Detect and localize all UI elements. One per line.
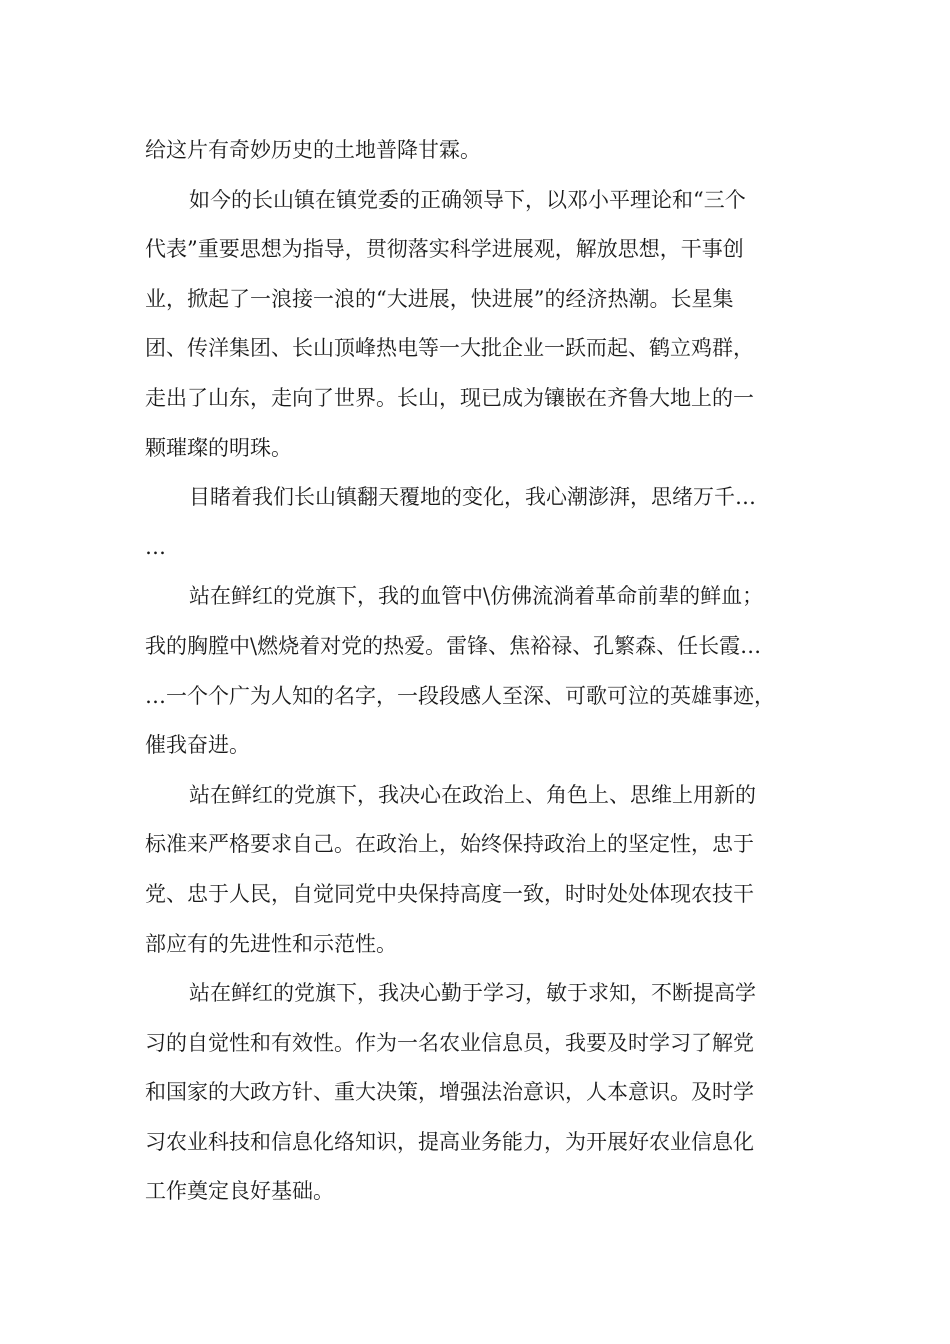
text-line: 和国家的大政方针、重大决策，增强法治意识，人本意识。及时学 <box>145 1080 754 1105</box>
text-line: 业，掀起了一浪接一浪的“大进展，快进展”的经济热潮。长星集 <box>145 286 734 311</box>
text-line: … <box>145 534 166 559</box>
text-line: 站在鲜红的党旗下，我决心在政治上、角色上、思维上用新的 <box>189 782 756 807</box>
text-line: 团、传洋集团、长山顶峰热电等一大批企业一跃而起、鹤立鸡群， <box>145 336 754 361</box>
text-line: 站在鲜红的党旗下，我决心勤于学习，敏于求知，不断提高学 <box>189 981 756 1006</box>
text-line: 部应有的先进性和示范性。 <box>145 931 397 956</box>
text-line: 走出了山东，走向了世界。长山，现已成为镶嵌在齐鲁大地上的一 <box>145 385 754 410</box>
text-line: 代表”重要思想为指导，贯彻落实科学进展观，解放思想，干事创 <box>145 237 744 262</box>
text-line: 给这片有奇妙历史的土地普降甘霖。 <box>145 138 481 162</box>
text-line: 目睹着我们长山镇翻天覆地的变化，我心潮澎湃，思绪万千… <box>189 485 756 510</box>
text-line: 催我奋进。 <box>145 733 250 758</box>
text-line: 工作奠定良好基础。 <box>145 1179 334 1204</box>
text-line: …一个个广为人知的名字，一段段感人至深、可歌可泣的英雄事迹， <box>145 683 775 708</box>
text-line: 习农业科技和信息化络知识，提高业务能力，为开展好农业信息化 <box>145 1129 754 1154</box>
text-line: 我的胸膛中\燃烧着对党的热爱。雷锋、焦裕禄、孔繁森、任长霞… <box>145 633 762 658</box>
text-line: 站在鲜红的党旗下，我的血管中\仿佛流淌着革命前辈的鲜血； <box>189 584 764 609</box>
text-line: 如今的长山镇在镇党委的正确领导下，以邓小平理论和“三个 <box>189 187 746 212</box>
text-line: 颗璀璨的明珠。 <box>145 435 292 460</box>
text-line: 党、忠于人民，自觉同党中央保持高度一致，时时处处体现农技干 <box>145 881 754 906</box>
text-line: 标准来严格要求自己。在政治上，始终保持政治上的坚定性，忠于 <box>145 832 754 857</box>
document-body <box>145 126 825 1217</box>
text-line: 习的自觉性和有效性。作为一名农业信息员，我要及时学习了解党 <box>145 1030 754 1055</box>
